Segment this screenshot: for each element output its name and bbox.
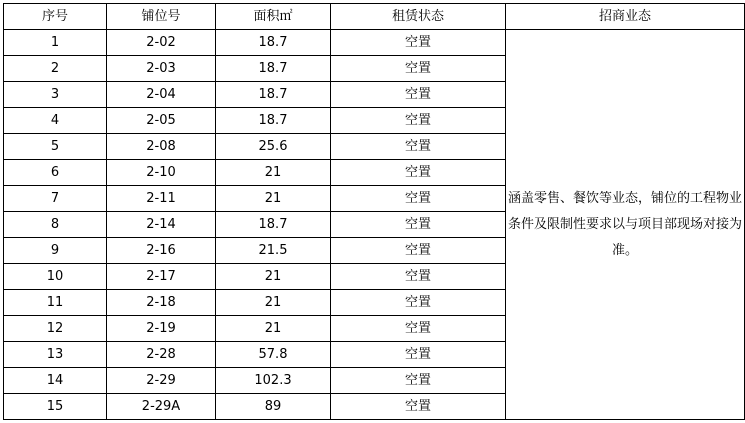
unit-no-cell: 2-19 [107, 316, 216, 342]
unit-no-cell: 2-10 [107, 160, 216, 186]
serial-no-cell: 3 [4, 82, 107, 108]
serial-no-cell: 13 [4, 342, 107, 368]
unit-no-cell: 2-29 [107, 368, 216, 394]
lease-status-cell: 空置 [331, 134, 506, 160]
unit-no-cell: 2-02 [107, 30, 216, 56]
serial-no-cell: 9 [4, 238, 107, 264]
lease-status-cell: 空置 [331, 238, 506, 264]
area-cell: 18.7 [216, 30, 331, 56]
lease-status-cell: 空置 [331, 30, 506, 56]
col-header-unit-no: 铺位号 [107, 4, 216, 30]
serial-no-cell: 8 [4, 212, 107, 238]
unit-no-cell: 2-03 [107, 56, 216, 82]
serial-no-cell: 2 [4, 56, 107, 82]
unit-no-cell: 2-04 [107, 82, 216, 108]
serial-no-cell: 5 [4, 134, 107, 160]
unit-no-cell: 2-05 [107, 108, 216, 134]
col-header-serial-no: 序号 [4, 4, 107, 30]
serial-no-cell: 12 [4, 316, 107, 342]
area-cell: 18.7 [216, 212, 331, 238]
lease-status-cell: 空置 [331, 56, 506, 82]
serial-no-cell: 6 [4, 160, 107, 186]
unit-no-cell: 2-18 [107, 290, 216, 316]
area-cell: 21 [216, 160, 331, 186]
area-cell: 89 [216, 394, 331, 420]
business-type-note-cell: 涵盖零售、餐饮等业态，铺位的工程物业条件及限制性要求以与项目部现场对接为准。 [506, 30, 745, 420]
lease-status-cell: 空置 [331, 342, 506, 368]
area-cell: 57.8 [216, 342, 331, 368]
area-cell: 18.7 [216, 108, 331, 134]
unit-no-cell: 2-29A [107, 394, 216, 420]
col-header-lease-status: 租赁状态 [331, 4, 506, 30]
col-header-area: 面积㎡ [216, 4, 331, 30]
table-body [4, 30, 745, 420]
lease-status-cell: 空置 [331, 394, 506, 420]
serial-no-cell: 10 [4, 264, 107, 290]
table-row [4, 30, 745, 56]
unit-no-cell: 2-11 [107, 186, 216, 212]
lease-status-cell: 空置 [331, 212, 506, 238]
lease-status-cell: 空置 [331, 82, 506, 108]
header-row [4, 4, 745, 30]
area-cell: 102.3 [216, 368, 331, 394]
serial-no-cell: 4 [4, 108, 107, 134]
unit-no-cell: 2-16 [107, 238, 216, 264]
lease-status-cell: 空置 [331, 368, 506, 394]
area-cell: 18.7 [216, 56, 331, 82]
serial-no-cell: 1 [4, 30, 107, 56]
area-cell: 21.5 [216, 238, 331, 264]
area-cell: 25.6 [216, 134, 331, 160]
unit-no-cell: 2-14 [107, 212, 216, 238]
serial-no-cell: 11 [4, 290, 107, 316]
lease-status-cell: 空置 [331, 108, 506, 134]
area-cell: 21 [216, 264, 331, 290]
lease-status-cell: 空置 [331, 290, 506, 316]
shop-vacancy-table [3, 3, 745, 420]
lease-status-cell: 空置 [331, 160, 506, 186]
area-cell: 21 [216, 290, 331, 316]
serial-no-cell: 7 [4, 186, 107, 212]
area-cell: 18.7 [216, 82, 331, 108]
lease-status-cell: 空置 [331, 186, 506, 212]
unit-no-cell: 2-17 [107, 264, 216, 290]
col-header-business-type: 招商业态 [506, 4, 745, 30]
unit-no-cell: 2-08 [107, 134, 216, 160]
serial-no-cell: 15 [4, 394, 107, 420]
area-cell: 21 [216, 186, 331, 212]
area-cell: 21 [216, 316, 331, 342]
lease-status-cell: 空置 [331, 316, 506, 342]
serial-no-cell: 14 [4, 368, 107, 394]
lease-status-cell: 空置 [331, 264, 506, 290]
unit-no-cell: 2-28 [107, 342, 216, 368]
